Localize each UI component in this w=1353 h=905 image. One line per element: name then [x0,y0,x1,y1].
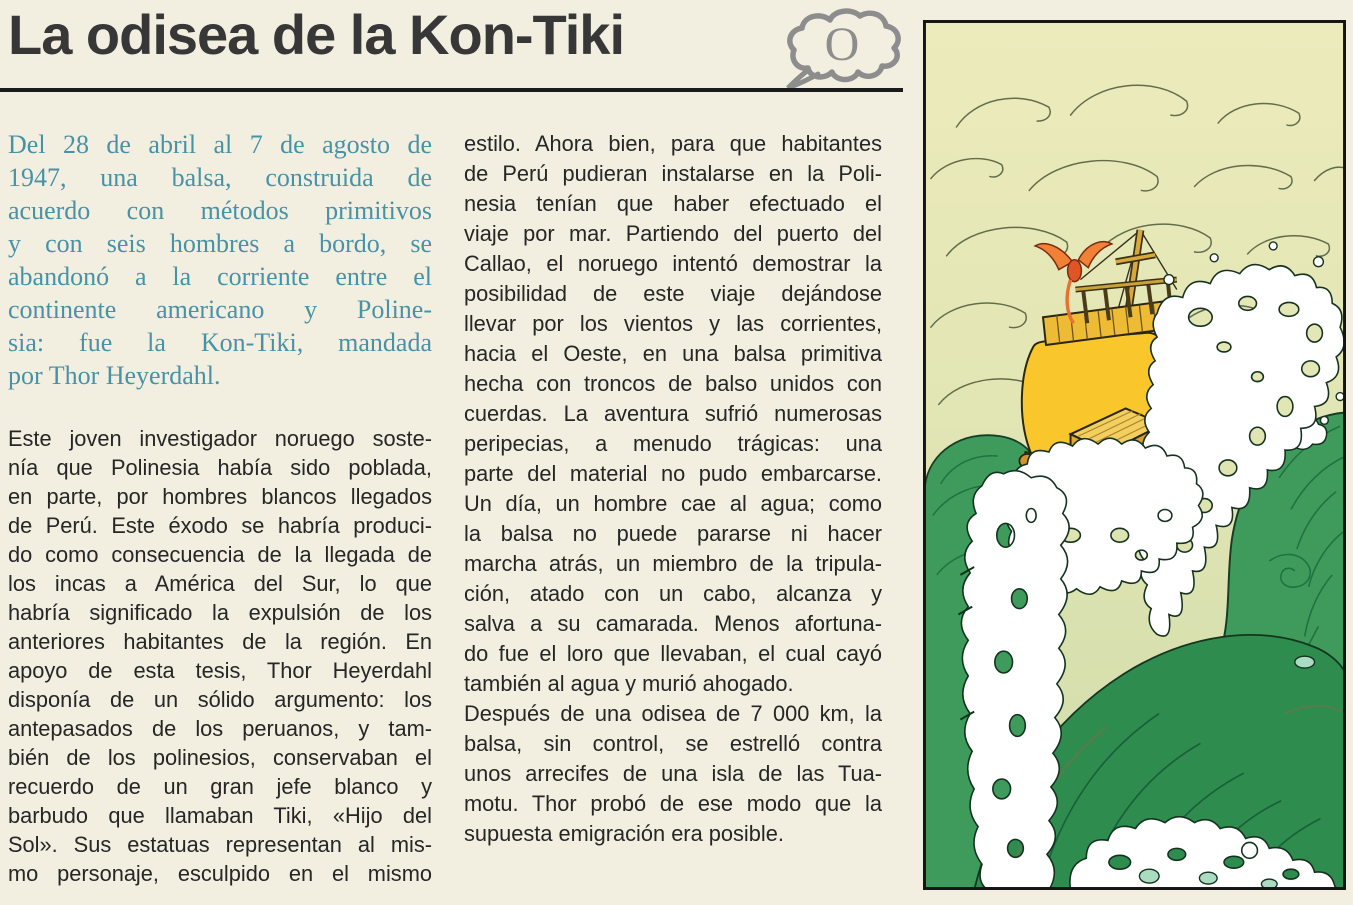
thought-cloud-svg [778,4,906,92]
text-line: do fue el loro que llevaban, el cual cayó [464,641,882,666]
text-line: anteriores habitantes de la región. En [8,629,432,654]
text-line: los incas a América del Sur, lo que [8,571,432,596]
text-line: habría significado la expulsión de los [8,600,432,625]
text-line: nía que Polinesia había sido poblada, [8,455,432,480]
text-line: peripecias, a menudo trágicas: una [464,431,882,456]
body-column-2-paragraph-1 [464,129,882,699]
body-column-2 [464,129,882,849]
text-line: antepasados de los peruanos, y tam- [8,716,432,741]
text-line: sia: fue la Kon-Tiki, mandada [8,328,432,357]
text-line: hecha con troncos de balso unidos con [464,371,882,396]
text-line: motu. Thor probó de ese modo que la [464,791,882,816]
text-line: continente americano y Poline- [8,295,432,324]
text-line: cuerdas. La aventura sufrió numerosas [464,401,882,426]
text-line: recuerdo de un gran jefe blanco y [8,774,432,799]
intro-paragraph [8,128,432,392]
text-line: la balsa no puede pararse ni hacer [464,521,882,546]
text-line: marcha atrás, un miembro de la tripula- [464,551,882,576]
text-line: Sol». Sus estatuas representan al mis- [8,832,432,857]
text-line: barbudo que llamaban Tiki, «Hijo del [8,803,432,828]
text-line: hacia el Oeste, en una balsa primitiva [464,341,882,366]
parrot-body [1068,260,1082,282]
text-line: nesia tenían que haber efectuado el [464,191,882,216]
text-line: disponía de un sólido argumento: los [8,687,432,712]
kon-tiki-illustration-svg [923,20,1346,890]
text-line: estilo. Ahora bien, para que habitantes [464,131,882,156]
kon-tiki-illustration [923,20,1346,890]
logo-letter: O [824,18,860,71]
text-line: salva a su camarada. Menos afortuna- [464,611,882,636]
text-line: 1947, una balsa, construida de [8,163,432,192]
title-divider [0,88,903,92]
text-line: parte del material no pudo embarcarse. [464,461,882,486]
foam-column-left [961,471,1069,890]
text-line: unos arrecifes de una isla de las Tua- [464,761,882,786]
text-line: de Perú pudieran instalarse en la Poli- [464,161,882,186]
text-line: acuerdo con métodos primitivos [8,196,432,225]
text-line: viaje por mar. Partiendo del puerto del [464,221,882,246]
text-line: ción, atado con un cabo, alcanza y [464,581,882,606]
text-line: bién de los polinesios, conservaban el [8,745,432,770]
text-line: mo personaje, esculpido en el mismo [8,861,432,886]
page-title: La odisea de la Kon-Tiki [8,3,625,66]
text-line: Del 28 de abril al 7 de agosto de [8,130,432,159]
text-line: y con seis hombres a bordo, se [8,229,432,258]
text-line: llevar por los vientos y las corrientes, [464,311,882,336]
text-line: do como consecuencia de la llegada de [8,542,432,567]
text-line: abandonó a la corriente entre el [8,262,432,291]
foam-ring [1242,842,1258,858]
text-line: Después de una odisea de 7 000 km, la [464,701,882,726]
text-line: por Thor Heyerdahl. [8,361,221,390]
text-line: también al agua y murió ahogado. [464,671,794,696]
text-line: en parte, por hombres blancos llegados [8,484,432,509]
text-line: Un día, un hombre cae al agua; como [464,491,882,516]
text-line: apoyo de esta tesis, Thor Heyerdahl [8,658,432,683]
text-line: Este joven investigador noruego soste- [8,426,432,451]
text-line: supuesta emigración era posible. [464,821,784,846]
body-column-2-paragraph-2 [464,699,882,849]
text-line: balsa, sin control, se estrelló contra [464,731,882,756]
text-line: de Perú. Este éxodo se habría produci- [8,513,432,538]
text-line: Callao, el noruego intentó demostrar la [464,251,882,276]
text-line: posibilidad de este viaje dejándose [464,281,882,306]
body-column-1 [8,424,432,888]
thought-cloud-icon [778,4,906,92]
